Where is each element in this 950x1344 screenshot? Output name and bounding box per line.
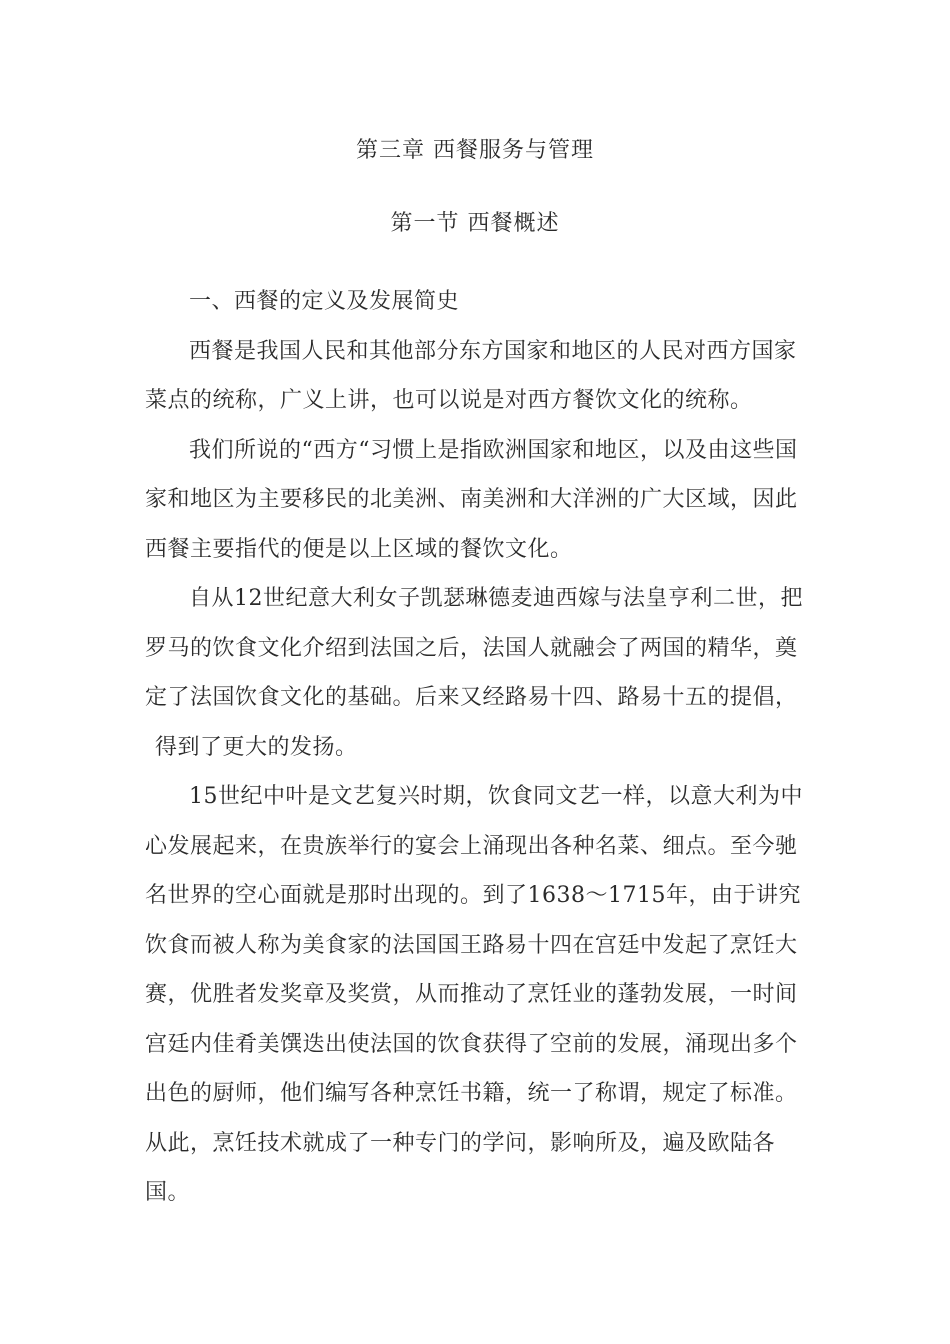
paragraph-continuation: 得到了更大的发扬。 xyxy=(155,734,358,760)
chapter-title: 第三章 西餐服务与管理 xyxy=(356,138,594,163)
paragraph: 15世纪中叶是文艺复兴时期，饮食同文艺一样，以意大利为中心发展起来，在贵族举行的宴会上涌现出各种名菜、细点。至今驰名世界的空心面就是那时出现的。到了1638～1715年，由于讲究饮食而被人称为美食家的法国国王路易十四在宫廷中发起了烹饪大赛，优胜者发奖章及奖赏，从而推动了烹饪业的蓬勃发展，一时间宫廷内佳肴美馔迭出使法国的饮食获得了空前的发展，涌现出多个出色的厨师，他们编写各种烹饪书籍，统一了称谓，规定了标准。从此，烹饪技术就成了一种专门的学问，影响所及，遍及欧陆各国。 xyxy=(145,784,803,1205)
paragraph: 我们所说的“西方“习惯上是指欧洲国家和地区，以及由这些国家和地区为主要移民的北美洲、南美洲和大洋洲的广大区域，因此西餐主要指代的便是以上区域的餐饮文化。 xyxy=(145,437,798,562)
subheading: 一、西餐的定义及发展简史 xyxy=(189,289,460,314)
section-title: 第一节 西餐概述 xyxy=(390,211,560,236)
paragraph: 西餐是我国人民和其他部分东方国家和地区的人民对西方国家菜点的统称，广义上讲，也可以说是对西方餐饮文化的统称。 xyxy=(145,338,797,413)
paragraph: 自从12世纪意大利女子凯瑟琳德麦迪西嫁与法皇亨利二世，把罗马的饮食文化介绍到法国之后，法国人就融会了两国的精华，奠定了法国饮食文化的基础。后来又经路易十四、路易十五的提倡， xyxy=(145,586,803,710)
document-body xyxy=(145,277,813,1218)
